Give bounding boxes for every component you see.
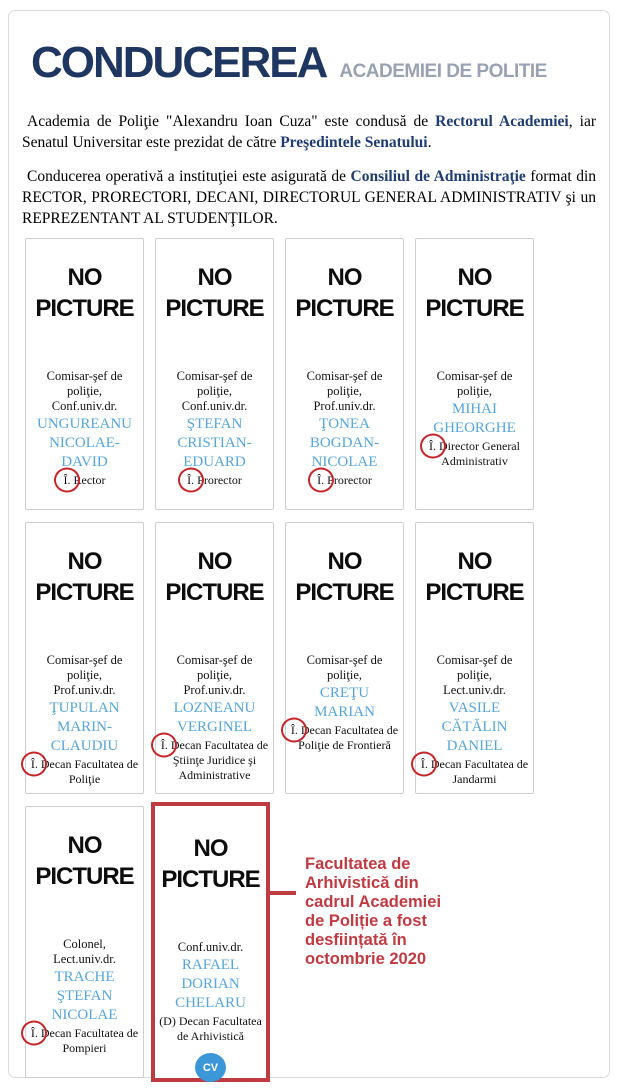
circled-interim-mark: Î. [63,473,71,487]
person-info [156,653,273,783]
card-row-2 [25,522,609,794]
person-degree: Lect.univ.dr. [443,683,506,697]
person-degree: Conf.univ.dr. [181,399,248,413]
person-name-link[interactable]: ŢUPULAN MARIN-CLAUDIU [49,700,120,754]
person-degree: Lect.univ.dr. [53,952,116,966]
no-picture-placeholder: NO PICTURE [165,264,264,322]
person-info [416,653,533,787]
intro-paragraph-1 [22,111,596,153]
page-title: CONDUCEREA [31,38,327,87]
circled-interim-mark: Î. [317,473,325,487]
person-rank: Comisar-şef de poliţie, [46,653,123,682]
person-name-link[interactable]: ŢONEA BOGDAN-NICOLAE [309,416,380,470]
person-rank: Comisar-şef de poliţie, [46,369,123,398]
person-info [155,940,266,1082]
no-picture-placeholder: NO PICTURE [161,835,260,893]
person-info [156,369,273,488]
circled-interim-mark: Î. [420,757,428,771]
person-card-decan-arhivistica-highlighted [151,802,270,1082]
person-rank: Comisar-şef de poliţie, [306,653,383,682]
cv-button[interactable]: CV [195,1053,226,1082]
intro-text: Conducerea operativă a instituţiei este asigurată de [27,168,351,185]
person-card-director-general [415,238,534,510]
person-card-decan-politie [25,522,144,794]
annotation-callout [277,806,609,1078]
person-degree: Conf.univ.dr. [177,940,244,954]
person-name-link[interactable]: ŞTEFAN CRISTIAN-EDUARD [177,416,252,470]
no-picture-placeholder: NO PICTURE [425,548,524,606]
no-picture-placeholder: NO PICTURE [35,264,134,322]
person-name-link[interactable]: VASILE CĂTĂLIN DANIEL [441,700,508,754]
person-rank: Comisar-şef de poliţie, [436,369,513,398]
person-role: Î. Director General Administrativ [429,439,520,468]
person-info [286,653,403,753]
person-card-decan-jandarmi [415,522,534,794]
person-degree: Prof.univ.dr. [183,683,246,697]
person-card-decan-politie-frontiera [285,522,404,794]
page-header [31,38,609,88]
no-picture-placeholder: NO PICTURE [295,548,394,606]
intro-text: . [427,134,432,151]
person-info [26,653,143,787]
person-degree: Prof.univ.dr. [53,683,116,697]
person-rank: Comisar-şef de poliţie, [436,653,513,682]
person-card-prorector-1 [155,238,274,510]
person-info [286,369,403,488]
person-degree: Prof.univ.dr. [313,399,376,413]
no-picture-placeholder: NO PICTURE [425,264,524,322]
intro-text: Academia de Poliţie "Alexandru Ioan Cuza" este condusă de [27,113,436,130]
person-card-decan-pompieri [25,806,144,1078]
card-row-1 [25,238,609,510]
circled-interim-mark: Î. [290,723,298,737]
person-name-link[interactable]: RAFAEL DORIAN CHELARU [175,957,246,1011]
person-card-prorector-2 [285,238,404,510]
admin-council-link[interactable]: Consiliul de Administraţie [350,168,526,185]
person-role: Î. Prorector [317,473,372,487]
person-card-rector [25,238,144,510]
no-picture-placeholder: NO PICTURE [35,832,134,890]
delegated-mark: (D) [159,1014,176,1028]
page-subtitle: ACADEMIEI DE POLITIE [339,61,547,82]
person-rank: Colonel, [63,937,106,951]
person-card-decan-stiinte-juridice [155,522,274,794]
no-picture-placeholder: NO PICTURE [165,548,264,606]
intro-text: format din RECTOR, PRORECTORI, DECANI, DIRECTORUL GENERAL ADMINISTRATIV şi un REPREZENTANT AL STUDENŢILOR. [22,168,597,227]
person-role: Î. Decan Facultatea de Poliţie de Frontieră [290,723,399,752]
no-picture-placeholder: NO PICTURE [295,264,394,322]
person-role: Î. Decan Facultatea de Pompieri [30,1026,139,1055]
person-name-link[interactable]: UNGUREANU NICOLAE-DAVID [37,416,132,470]
person-rank: Comisar-şef de poliţie, [306,369,383,398]
person-role: Î. Rector [63,473,106,487]
annotation-text: Facultatea de Arhivistică din cadrul Academiei de Poliție a fost desființată în octombrie 2020 [305,855,442,968]
leadership-grid [25,238,609,1078]
person-name-link[interactable]: MIHAI GHEORGHE [433,401,516,436]
person-degree: Conf.univ.dr. [51,399,118,413]
person-role: Î. Decan Facultatea de Jandarmi [420,757,529,786]
person-rank: Comisar-şef de poliţie, [176,653,253,682]
circled-interim-mark: Î. [30,1026,38,1040]
rector-link[interactable]: Rectorul Academiei [435,113,569,130]
page-panel [8,10,610,1078]
senate-president-link[interactable]: Preşedintele Senatului [280,134,428,151]
circled-interim-mark: Î. [160,738,168,752]
person-role: Î. Prorector [187,473,242,487]
person-rank: Comisar-şef de poliţie, [176,369,253,398]
person-name-link[interactable]: TRACHE ŞTEFAN NICOLAE [51,969,118,1023]
person-name-link[interactable]: LOZNEANU VERGINEL [173,700,256,735]
intro-text: , iar Senatul Universitar este prezidat de către [22,113,596,151]
person-info [416,369,533,469]
circled-interim-mark: Î. [429,439,437,453]
person-info [26,369,143,488]
annotation-connector-line [269,891,296,895]
person-info [26,937,143,1056]
person-role: Î. Decan Facultatea de Ştiinţe Juridice şi Administrative [160,738,269,782]
circled-interim-mark: Î. [187,473,195,487]
circled-interim-mark: Î. [30,757,38,771]
no-picture-placeholder: NO PICTURE [35,548,134,606]
intro-paragraph-2 [22,166,596,229]
person-role: (D) Decan Facultatea de Arhivistică [159,1014,262,1043]
person-role: Î. Decan Facultatea de Poliţie [30,757,139,786]
person-name-link[interactable]: CREŢU MARIAN [314,685,375,720]
card-row-3 [25,806,609,1078]
